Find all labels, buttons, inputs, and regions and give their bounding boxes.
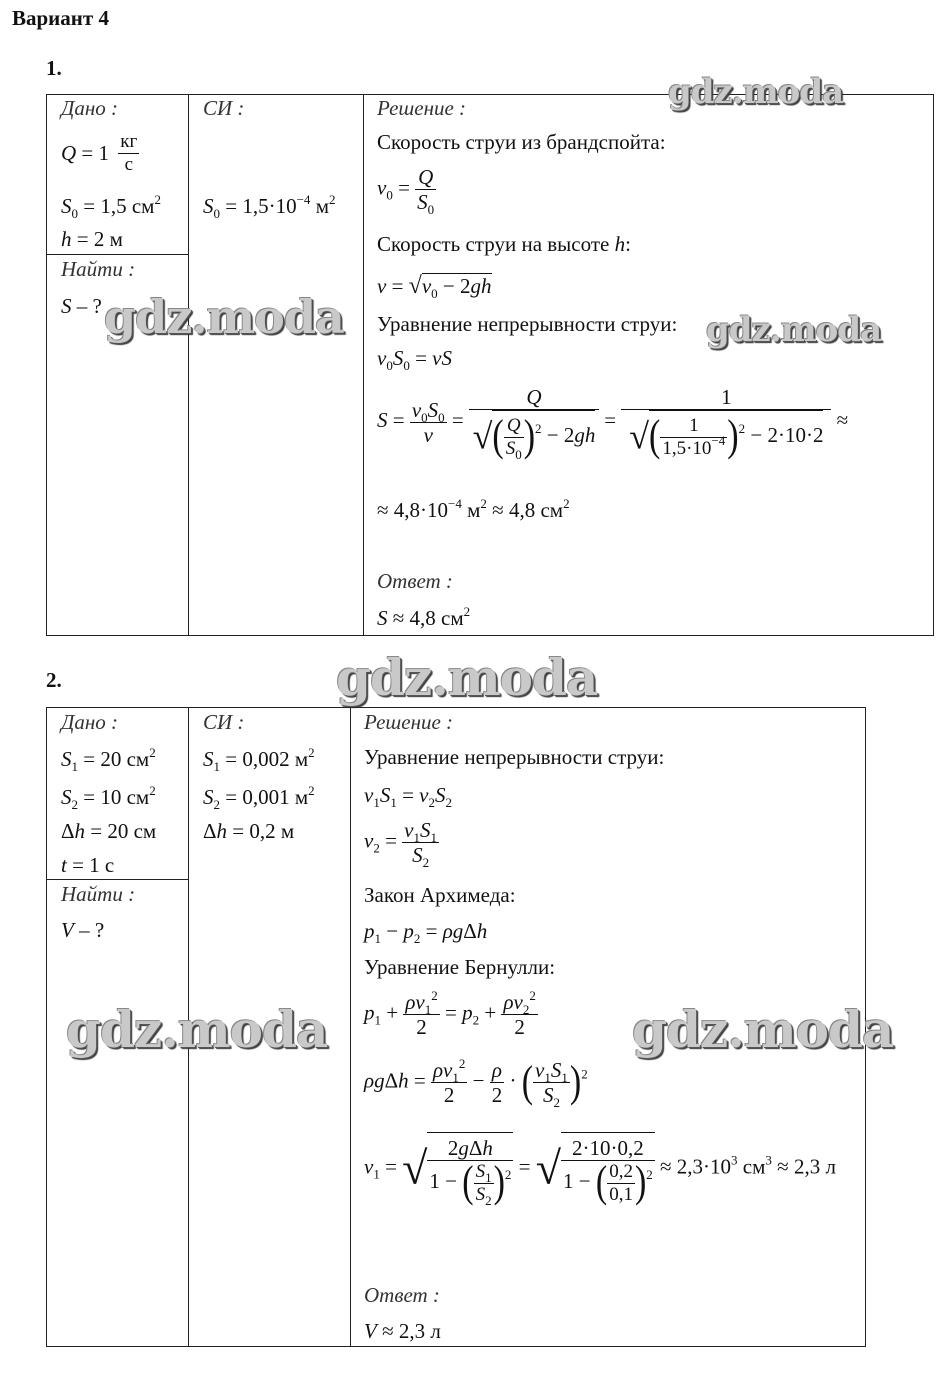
task1-answer-header: Ответ : bbox=[377, 569, 453, 593]
task2-eq3: $p_1 - p_2 = \rho g\Delta h$ bbox=[364, 919, 488, 946]
task1-col-divider-1 bbox=[188, 95, 189, 635]
task1-si-s0: $S_0 = 1,5\cdot 10^{-4}$ $м^2$ bbox=[203, 192, 336, 221]
task1-step3: Уравнение непрерывности струи: bbox=[377, 312, 678, 336]
page-title: Вариант 4 bbox=[12, 6, 109, 30]
task1-row-divider bbox=[47, 254, 188, 255]
watermark: gdz.moda bbox=[706, 310, 882, 350]
task1-si-header: СИ : bbox=[203, 96, 245, 120]
task1-given-s0: $S_0 = 1,5$ $см^2$ bbox=[61, 192, 161, 221]
task2-step3: Уравнение Бернулли: bbox=[364, 955, 556, 979]
task2-solution-header: Решение : bbox=[364, 710, 454, 734]
task2-given-t: t = 1 с bbox=[61, 853, 115, 877]
task2-row-divider bbox=[47, 879, 188, 880]
watermark: gdz.moda bbox=[104, 290, 344, 344]
task2-number: 2. bbox=[46, 668, 62, 692]
task2-eq6: $v_1$ = √ 2gΔh 1 − ( $\frac{S_1}{S_2}$ )$^2$ = √ 2·10·0,2 1 − ( $\frac{0,2}{0,1}$ )$^2$ ≈ $2,3\cdot 10^3$ $см^3 \approx 2,3$ л bbox=[364, 1132, 836, 1206]
task1-find: S – ? bbox=[61, 294, 102, 318]
task1-step2: Скорость струи на высоте h: bbox=[377, 232, 631, 256]
task2-answer: V ≈ 2,3 л bbox=[364, 1319, 441, 1343]
task1-given-h: h = 2 м bbox=[61, 227, 123, 251]
task2-step2: Закон Архимеда: bbox=[364, 883, 516, 907]
task1-answer: S ≈ 4,8 $см^2$ bbox=[377, 604, 471, 630]
task2-find-header: Найти : bbox=[61, 882, 136, 906]
task2-si-s2: $S_2 = 0,001$ $м^2$ bbox=[203, 783, 315, 812]
task2-find: V – ? bbox=[61, 918, 105, 942]
task2-si-dh: Δh = 0,2 м bbox=[203, 819, 295, 843]
task1-eq2: $v = √v_0 - 2gh$ bbox=[377, 273, 492, 301]
task2-col-divider-2 bbox=[350, 708, 351, 1346]
task2-answer-header: Ответ : bbox=[364, 1283, 440, 1307]
task1-solution-header: Решение : bbox=[377, 96, 467, 120]
task1-eq1: $v_0$ = $\frac{Q}{S_0}$ bbox=[377, 165, 435, 218]
task2-eq2: $v_2$ = $\frac{v_1S_1}{S_2}$ bbox=[364, 818, 437, 871]
task2-given-dh: Δh = 20 см bbox=[61, 819, 157, 843]
task2-step1: Уравнение непрерывности струи: bbox=[364, 745, 665, 769]
task2-eq1: $v_1S_1 = v_2S_2$ bbox=[364, 783, 452, 810]
task2-si-header: СИ : bbox=[203, 710, 245, 734]
task2-si-s1: $S_1 = 0,002$ $м^2$ bbox=[203, 745, 315, 774]
task2-given-s1: $S_1 = 20$ $см^2$ bbox=[61, 745, 156, 774]
watermark: gdz.moda bbox=[336, 648, 598, 707]
task1-number: 1. bbox=[46, 56, 62, 80]
task1-eq4: S = $\frac{v_0S_0}{v}$ = Q √( $\frac{Q}{S_0}$ )$^2$ − 2gh = 1 √( $\frac{1}{1,5\cdot 10^{-4}}$ )$^2$ − 2·10·2 ≈ bbox=[377, 385, 849, 462]
task2-eq5: ρgΔh = $\frac{\rho v_1^2}{2}$ − $\frac{\rho}{2}$ · ( $\frac{v_1S_1}{S_2}$ )$^2$ bbox=[364, 1056, 588, 1111]
task1-table bbox=[46, 94, 934, 636]
watermark: gdz.moda bbox=[668, 72, 844, 112]
task1-given-header: Дано : bbox=[61, 96, 119, 120]
task2-given-header: Дано : bbox=[61, 710, 119, 734]
task1-given-q: Q = 1 $\frac{кг}{с}$ bbox=[61, 131, 138, 175]
task1-col-divider-2 bbox=[363, 95, 364, 635]
task2-eq4: $p_1$ + $\frac{\rho v_1^2}{2}$ = $p_2$ + $\frac{\rho v_2^2}{2}$ bbox=[364, 988, 536, 1040]
task2-given-s2: $S_2 = 10$ $см^2$ bbox=[61, 783, 156, 812]
task1-find-header: Найти : bbox=[61, 257, 136, 281]
task1-eq5: ≈ $4,8\cdot 10^{-4}$ $м^2 \approx 4,8$ $см^2$ bbox=[377, 496, 570, 522]
watermark: gdz.moda bbox=[632, 1000, 894, 1059]
task1-step1: Скорость струи из брандспойта: bbox=[377, 130, 666, 154]
watermark: gdz.moda bbox=[66, 1000, 328, 1059]
task1-eq3: $v_0S_0$ = vS bbox=[377, 346, 452, 373]
